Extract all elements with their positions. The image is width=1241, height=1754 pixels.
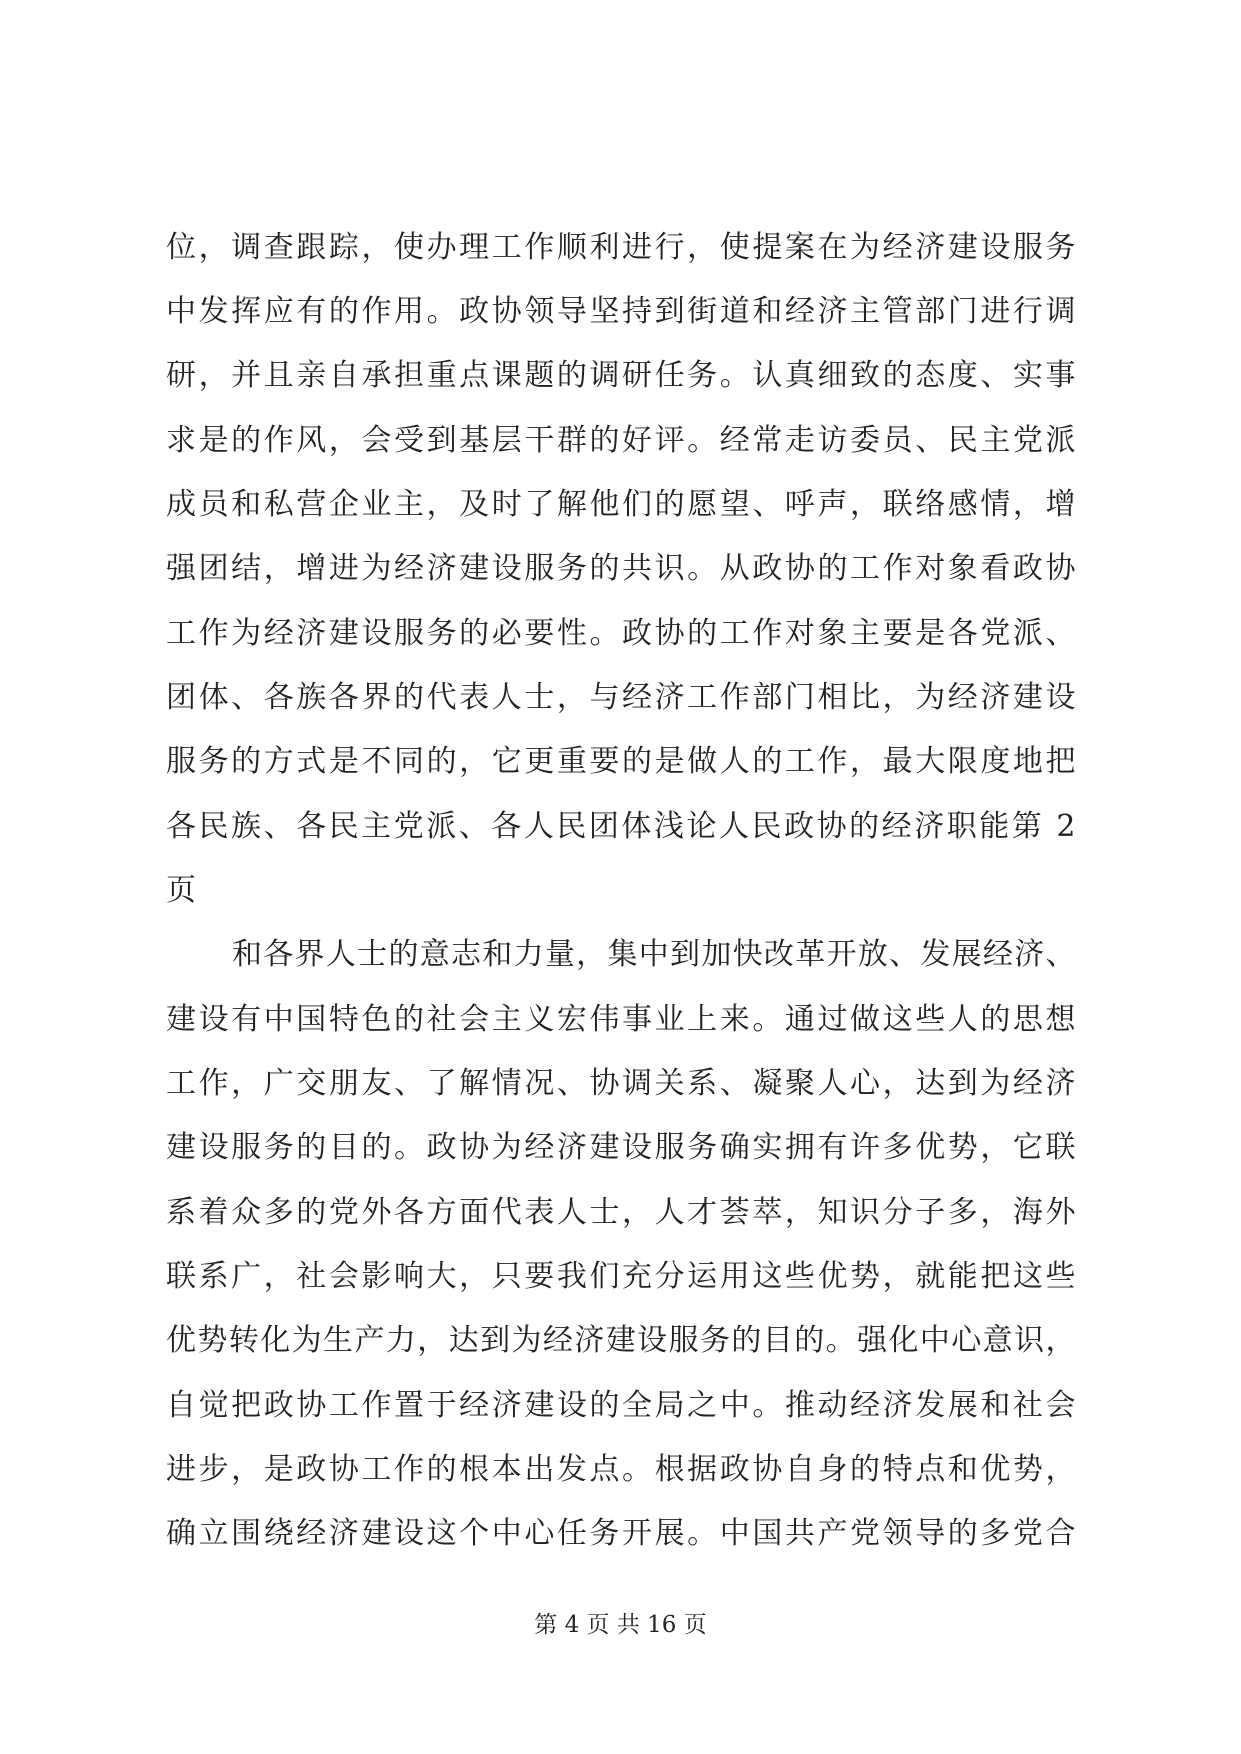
text-line: 团体、各族各界的代表人士，与经济工作部门相比，为经济建设	[166, 680, 1076, 715]
text-line: 强团结，增进为经济建设服务的共识。从政协的工作对象看政协	[166, 551, 1076, 586]
text-line: 各民族、各民主党派、各人民团体浅论人民政协的经济职能第 2	[166, 809, 1076, 844]
text-line: 工作，广交朋友、了解情况、协调关系、凝聚人心，达到为经济	[166, 1066, 1076, 1101]
page-footer: 第 4 页 共 16 页	[534, 1612, 707, 1638]
text-line: 系着众多的党外各方面代表人士，人才荟萃，知识分子多，海外	[166, 1195, 1076, 1230]
text-line: 工作为经济建设服务的必要性。政协的工作对象主要是各党派、	[166, 616, 1076, 651]
text-line: 自觉把政协工作置于经济建设的全局之中。推动经济发展和社会	[166, 1388, 1076, 1423]
paragraph-first-line: 和各界人士的意志和力量，集中到加快改革开放、发展经济、	[232, 937, 1076, 972]
text-line: 服务的方式是不同的，它更重要的是做人的工作，最大限度地把	[166, 744, 1076, 779]
text-line: 确立围绕经济建设这个中心任务开展。中国共产党领导的多党合	[166, 1516, 1076, 1551]
text-line: 进步，是政协工作的根本出发点。根据政协自身的特点和优势，	[166, 1452, 1076, 1487]
text-line: 中发挥应有的作用。政协领导坚持到街道和经济主管部门进行调	[166, 294, 1076, 329]
text-line: 成员和私营企业主，及时了解他们的愿望、呼声，联络感情，增	[166, 487, 1076, 522]
text-line: 联系广，社会影响大，只要我们充分运用这些优势，就能把这些	[166, 1259, 1076, 1294]
text-line: 位，调查跟踪，使办理工作顺利进行，使提案在为经济建设服务	[166, 230, 1076, 265]
text-line: 研，并且亲自承担重点课题的调研任务。认真细致的态度、实事	[166, 358, 1076, 393]
text-line: 建设有中国特色的社会主义宏伟事业上来。通过做这些人的思想	[166, 1002, 1076, 1037]
text-line: 建设服务的目的。政协为经济建设服务确实拥有许多优势，它联	[166, 1130, 1076, 1165]
text-line: 页	[166, 873, 197, 908]
text-line: 优势转化为生产力，达到为经济建设服务的目的。强化中心意识，	[166, 1323, 1076, 1358]
text-line: 求是的作风，会受到基层干群的好评。经常走访委员、民主党派	[166, 423, 1076, 458]
